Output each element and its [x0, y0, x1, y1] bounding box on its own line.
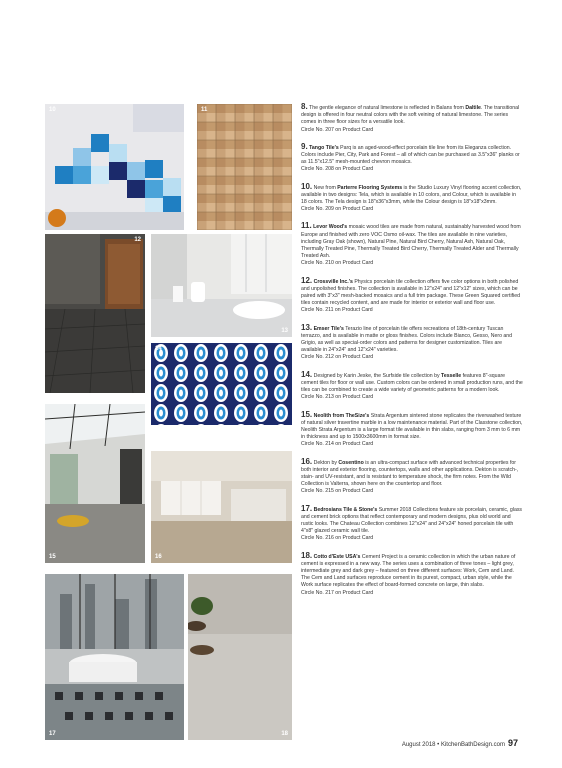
photo-13-white-bathroom — [151, 234, 292, 337]
item-pre: Dekton by — [313, 459, 339, 466]
item-circle-no: Circle No. 209 on Product Card — [301, 206, 374, 213]
item-company: Tesselle — [441, 372, 462, 379]
product-item-10 — [301, 183, 523, 214]
item-company: Bedrosians Tile & Stone's — [313, 506, 378, 513]
product-item-15 — [301, 411, 523, 449]
item-circle-no: Circle No. 214 on Product Card — [301, 441, 374, 448]
item-number: 15. — [301, 409, 313, 419]
item-company: Cosentino — [338, 459, 364, 466]
photo-label: 12 — [134, 237, 141, 243]
item-company: Crossville Inc.'s — [313, 278, 353, 285]
item-circle-no: Circle No. 213 on Product Card — [301, 394, 374, 401]
photo-label: 11 — [201, 107, 208, 113]
item-text: Cement Project is a ceramic collection in which the urban nature of cement is expressed in a new way. The series uses a combination of three tones – light grey, intermediate grey and dark grey – featured on three different surfaces: Work, Cem and Land. The Cem and Land surfaces reproduce cement in its purest, compact, urban style, while the Work surface replicates the effect of board-formed concrete on large, thin slabs. — [301, 553, 516, 589]
item-text: mosaic wood tiles are made from natural, sustainably harvested wood from Europe and finished with zero VOC Osmo oil-wax. The tiles are available in nine varieties, including Gray Oak (shown), Natural Pine, Natural Bird Cherry, Natural Ash, Natural Oak, Thermally Treated Pine, Thermally Treated Bird Cherry, Thermally Treated Alder and Thermally Treated Ash. — [301, 224, 521, 260]
item-circle-no: Circle No. 211 on Product Card — [301, 307, 373, 314]
item-number: 13. — [301, 322, 313, 332]
item-company: Cotto d'Este USA's — [313, 553, 361, 560]
photo-18-cement-surface — [188, 574, 292, 740]
item-company: Parterre Flooring Systems — [337, 184, 403, 191]
item-number: 11. — [301, 221, 312, 231]
product-list — [301, 103, 523, 606]
product-item-18 — [301, 552, 523, 597]
item-number: 14. — [301, 369, 313, 379]
footer-text: August 2018 • KitchenBathDesign.com — [401, 742, 505, 748]
product-item-16 — [301, 458, 523, 496]
item-text: features 8"-square cement tiles for floor or wall use. Custom colors can be ordered in small production runs, and the tiles can be combined to create a wide variety of geometric patterns for a modern look. — [301, 372, 523, 394]
item-number: 17. — [301, 503, 313, 513]
item-number: 9. — [301, 141, 308, 151]
product-item-12 — [301, 277, 523, 315]
item-company: Emser Tile's — [313, 325, 344, 332]
item-pre: The gentle elegance of natural limestone is reflected in Balans from — [309, 105, 466, 111]
photo-label: 14 — [155, 346, 162, 352]
item-text: Parq is an aged-wood-effect porcelain tile line from its Eleganza collection. Colors include Pier, City, Park and Forest – all of which can be purchased as 3.5"x36" planks or as 11.5"x12.5" mesh-mounted chevron mosaics. — [301, 144, 520, 166]
item-circle-no: Circle No. 207 on Product Card — [301, 126, 374, 133]
item-pre: Designed by Karin Jeske, the Surfside tile collection by — [313, 372, 442, 379]
photo-14-cement-pattern-tile — [151, 343, 292, 425]
photo-label: 16 — [155, 554, 162, 560]
product-item-11 — [301, 222, 523, 267]
item-circle-no: Circle No. 212 on Product Card — [301, 354, 374, 361]
item-text: Terazio line of porcelain tile offers recreations of 18th-century Tuscan terrazzo, and is available in matte or gloss finishes. Colors include Bianco, Gesso, Nero and Grigio, as well as special-order colors and patterns for designer customization. Tiles are available in 24"x24" and 12"x24" varieties. — [301, 325, 513, 354]
product-item-8 — [301, 103, 523, 134]
item-text: Physics porcelain tile collection offers five color options in both polished and unpolished finishes. The collection is available in 12"x24" and 12"x12" sizes, which can be paired with 3"x3" mesh-backed mosaics and a full trim package. These Green Squared certified tiles contain recycled content, and are made for interior or exterior wall and floor use. — [301, 278, 520, 307]
item-circle-no: Circle No. 217 on Product Card — [301, 589, 374, 596]
product-item-14 — [301, 371, 523, 402]
product-item-13 — [301, 324, 523, 362]
item-circle-no: Circle No. 215 on Product Card — [301, 488, 374, 495]
photo-label: 17 — [49, 731, 56, 737]
photo-12-dark-tile-floor — [45, 234, 145, 393]
item-number: 12. — [301, 275, 313, 285]
product-item-9 — [301, 143, 523, 174]
photo-15-sunroom-interior — [45, 404, 145, 563]
item-number: 8. — [301, 102, 308, 111]
photo-16-kitchen — [151, 451, 292, 563]
item-circle-no: Circle No. 210 on Product Card — [301, 260, 374, 267]
photo-label: 18 — [281, 731, 288, 737]
item-company: Daltile — [465, 105, 481, 111]
item-circle-no: Circle No. 208 on Product Card — [301, 166, 374, 173]
item-company: Levor Wood's — [313, 224, 348, 231]
item-number: 16. — [301, 456, 313, 466]
item-text: is the Studio Luxury Vinyl flooring accent collection, available in two designs: Tela, which is available in 10 colors, and Colour, which is available in 18 colors. The Tela design is 18"x36"x3mm, while the Colour design is 18"x18"x3mm. — [301, 184, 522, 206]
photo-label: 13 — [281, 328, 288, 334]
item-text: is an ultra-compact surface with advanced technical properties for both interior and exterior flooring, countertops, walls and other applications. Dekton is scratch-, stain- and UV-resistant, and is resistant to temperature shock, the firm notes. From the Wild Collection is Valterra, shown here on the countertop and floor. — [301, 459, 519, 488]
item-pre: New from — [313, 184, 338, 191]
item-text: . The transitional design is offered in four neutral colors with the soft veining of natural limestone. The series comes in three floor sizes for a versatile look. — [301, 105, 520, 126]
item-text: Strata Argentum sintered stone replicates the riverwashed texture of natural silver travertine marble in a low maintenance material. Part of the Classtone collection, Neolith Strata Argentum is a large format tile available in thin slabs, ranging from 3 mm to 6 mm in thickness and up to 1500x3600mm in format size. — [301, 412, 523, 441]
photo-label: 10 — [49, 107, 56, 113]
photo-10-vinyl-squares — [45, 104, 184, 230]
item-company: Neolith from TheSize's — [313, 412, 370, 419]
page-number: 97 — [507, 738, 518, 748]
photo-11-wood-mosaic — [197, 104, 292, 230]
photo-label: 15 — [49, 554, 56, 560]
item-text: Summer 2018 Collections feature six porcelain, ceramic, glass and cement brick options that reflect contemporary and modern designs, plus old world and rustic looks. The Chateau Collection combines 12"x24" and 24"x24" honed porcelain tile with 4"x8" glazed ceramic wall tile. — [301, 506, 523, 535]
page-footer — [402, 738, 518, 748]
photo-17-city-bathroom — [45, 574, 184, 740]
item-number: 10. — [301, 181, 313, 191]
product-item-17 — [301, 505, 523, 543]
item-number: 18. — [301, 550, 313, 560]
item-circle-no: Circle No. 216 on Product Card — [301, 535, 374, 542]
item-company: Tango Tile's — [309, 144, 339, 151]
